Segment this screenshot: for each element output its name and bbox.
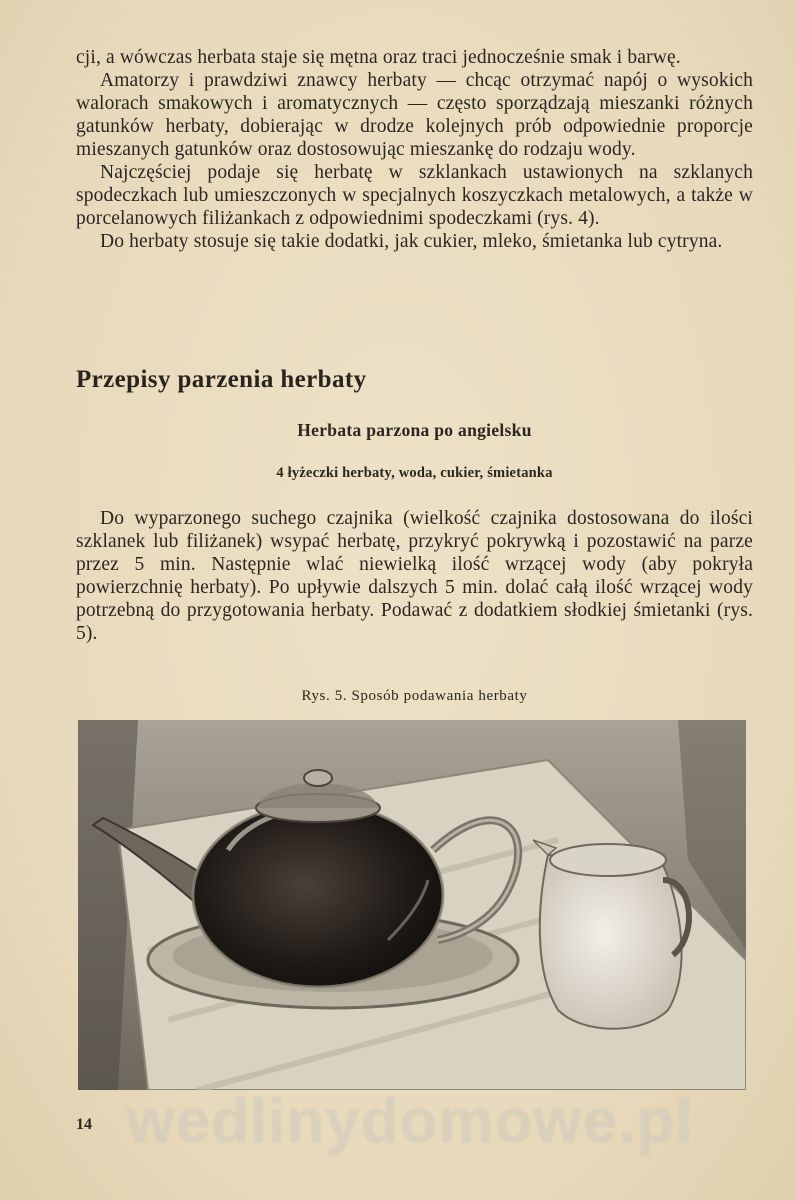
teapot-photo-drawing bbox=[78, 720, 746, 1090]
intro-text bbox=[76, 46, 753, 253]
teapot-photo bbox=[78, 720, 746, 1090]
watermark: wedlinydomowe.pl bbox=[126, 1087, 694, 1156]
recipe-instructions bbox=[76, 507, 753, 645]
paragraph: Najczęściej podaje się herbatę w szklankach ustawionych na szklanych spodeczkach lub umieszczonych w specjalnych koszyczkach metalowych, a także w porcelanowych filiżankach z odpowiednimi spodeczkami (rys. 4). bbox=[76, 162, 753, 229]
paragraph: Do wyparzonego suchego czajnika (wielkość czajnika dostosowana do ilości szklanek lub filiżanek) wsypać herbatę, przykryć pokrywką i pozostawić na parze przez 5 min. Następnie wlać niewielką ilość wrzącej wody (aby pokryła powierzchnię herbaty). Po upływie dalszych 5 min. dolać całą ilość wrzącej wody potrzebną do przygotowania herbaty. Podawać z dodatkiem słodkiej śmietanki (rys. 5). bbox=[76, 508, 753, 644]
figure-caption: Rys. 5. Sposób podawania herbaty bbox=[301, 688, 528, 704]
recipe-ingredients: 4 łyżeczki herbaty, woda, cukier, śmietanka bbox=[276, 465, 553, 481]
paragraph: cji, a wówczas herbata staje się mętna oraz traci jednocześnie smak i barwę. bbox=[76, 47, 681, 68]
paragraph: Amatorzy i prawdziwi znawcy herbaty — chcąc otrzymać napój o wysokich walorach smakowych i aromatycznych — często sporządzają mieszanki różnych gatunków herbaty, dobierając w drodze kolejnych prób odpowiednie proporcje mieszanych gatunków oraz dostosowując mieszankę do rodzaju wody. bbox=[76, 70, 753, 160]
section-heading: Przepisy parzenia herbaty bbox=[76, 366, 367, 393]
page-number: 14 bbox=[76, 1116, 92, 1133]
paragraph: Do herbaty stosuje się takie dodatki, jak cukier, mleko, śmietanka lub cytryna. bbox=[100, 231, 723, 252]
recipe-title: Herbata parzona po angielsku bbox=[297, 420, 532, 440]
